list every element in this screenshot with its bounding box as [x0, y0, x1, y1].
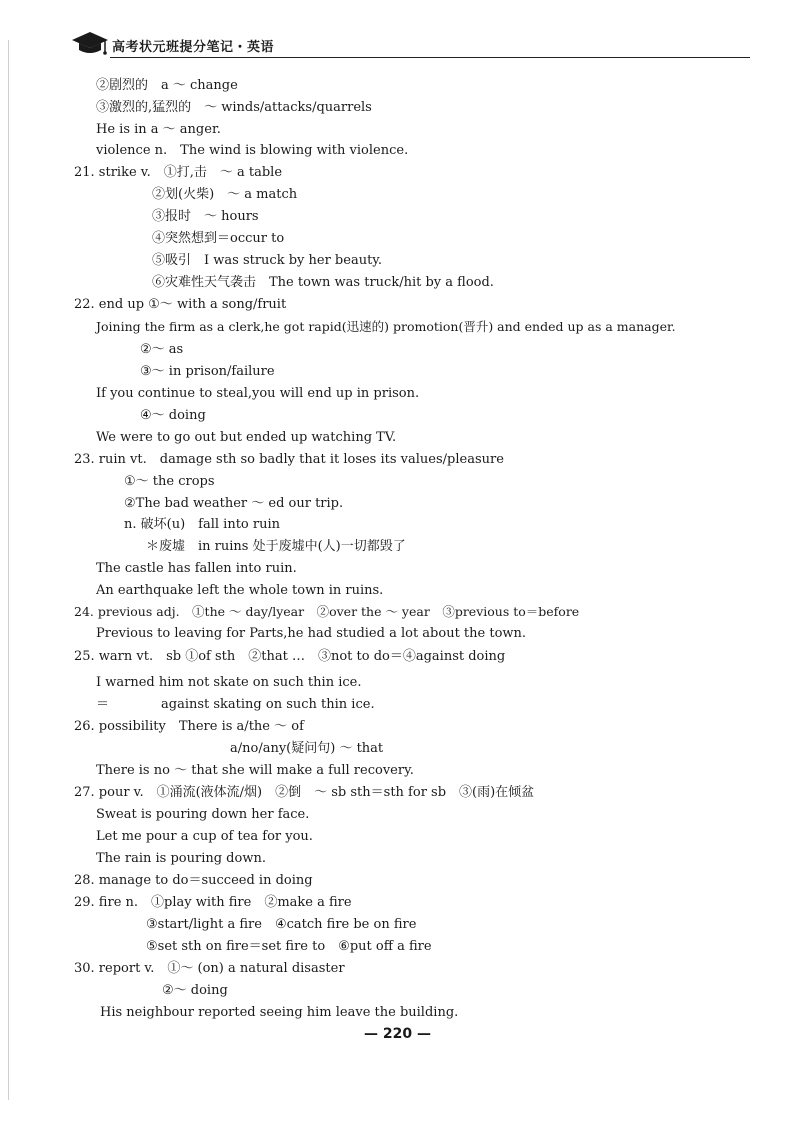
- text-line: The castle has fallen into ruin.: [96, 561, 297, 576]
- page-number: — 220 —: [364, 1026, 431, 1042]
- text-line: We were to go out but ended up watching TV.: [96, 430, 397, 445]
- text-line: violence n. The wind is blowing with violence.: [96, 143, 409, 158]
- text-line: ②划(火柴) ～ a match: [152, 187, 298, 202]
- text-line: ⑤吸引 I was struck by her beauty.: [152, 253, 383, 268]
- text-line: If you continue to steal,you will end up in prison.: [96, 386, 420, 401]
- text-line: ①～ the crops: [124, 474, 215, 489]
- text-line: His neighbour reported seeing him leave the building.: [100, 1005, 459, 1020]
- text-line: ②The bad weather ～ ed our trip.: [124, 496, 344, 511]
- text-line: ②～ as: [140, 342, 184, 357]
- text-line: ⑤set sth on fire＝set fire to ⑥put off a fire: [146, 939, 432, 954]
- text-line: I warned him not skate on such thin ice.: [96, 675, 362, 690]
- page-edge-line: [8, 40, 9, 1100]
- text-line: n. 破坏(u) fall into ruin: [124, 517, 280, 532]
- entry-heading: 23. ruin vt. damage sth so badly that it loses its values/pleasure: [74, 452, 504, 467]
- page-header: [62, 24, 762, 60]
- text-line: ＊废墟 in ruins 处于废墟中(人)一切都毁了: [146, 539, 406, 554]
- graduation-cap-icon: [70, 30, 110, 56]
- header-title: 高考状元班提分笔记・英语: [112, 40, 275, 55]
- text-line: Let me pour a cup of tea for you.: [96, 829, 313, 844]
- text-line: The rain is pouring down.: [96, 851, 266, 866]
- entry-heading: 27. pour v. ①涌流(液体流/烟) ②倒 ～ sb sth＝sth for sb ③(雨)在倾盆: [74, 785, 535, 800]
- entry-heading: 22. end up ①～ with a song/fruit: [74, 297, 287, 312]
- text-line: Sweat is pouring down her face.: [96, 807, 310, 822]
- entry-heading: 25. warn vt. sb ①of sth ②that … ③not to do＝④against doing: [74, 649, 506, 664]
- text-line: An earthquake left the whole town in ruins.: [96, 583, 384, 598]
- text-line: ③报时 ～ hours: [152, 209, 259, 224]
- entry-heading: 24. previous adj. ①the ～ day/lyear ②over the ～ year ③previous to＝before: [74, 604, 580, 619]
- text-line: ④～ doing: [140, 408, 206, 423]
- text-line: ＝ against skating on such thin ice.: [96, 697, 375, 712]
- text-line: ③激烈的,猛烈的 ～ winds/attacks/quarrels: [96, 100, 372, 115]
- entry-heading: 28. manage to do＝succeed in doing: [74, 873, 313, 888]
- entry-heading: 29. fire n. ①play with fire ②make a fire: [74, 895, 352, 910]
- text-line: ③start/light a fire ④catch fire be on fire: [146, 917, 417, 932]
- text-line: Joining the firm as a clerk,he got rapid(迅速的) promotion(晋升) and ended up as a manager.: [96, 319, 676, 334]
- text-line: ③～ in prison/failure: [140, 364, 275, 379]
- text-line: ②～ doing: [162, 983, 228, 998]
- text-line: He is in a ～ anger.: [96, 122, 221, 137]
- text-line: ④突然想到＝occur to: [152, 231, 285, 246]
- entry-heading: 26. possibility There is a/the ～ of: [74, 719, 304, 734]
- text-line: There is no ～ that she will make a full recovery.: [96, 763, 414, 778]
- text-line: Previous to leaving for Parts,he had studied a lot about the town.: [96, 626, 527, 641]
- text-line: a/no/any(疑问句) ～ that: [230, 741, 384, 756]
- entry-heading: 21. strike v. ①打,击 ～ a table: [74, 165, 283, 180]
- text-line: ⑥灾难性天气袭击 The town was truck/hit by a flood.: [152, 275, 494, 290]
- entry-heading: 30. report v. ①～ (on) a natural disaster: [74, 961, 345, 976]
- header-rule: [110, 57, 750, 58]
- text-line: ②剧烈的 a ～ change: [96, 78, 238, 93]
